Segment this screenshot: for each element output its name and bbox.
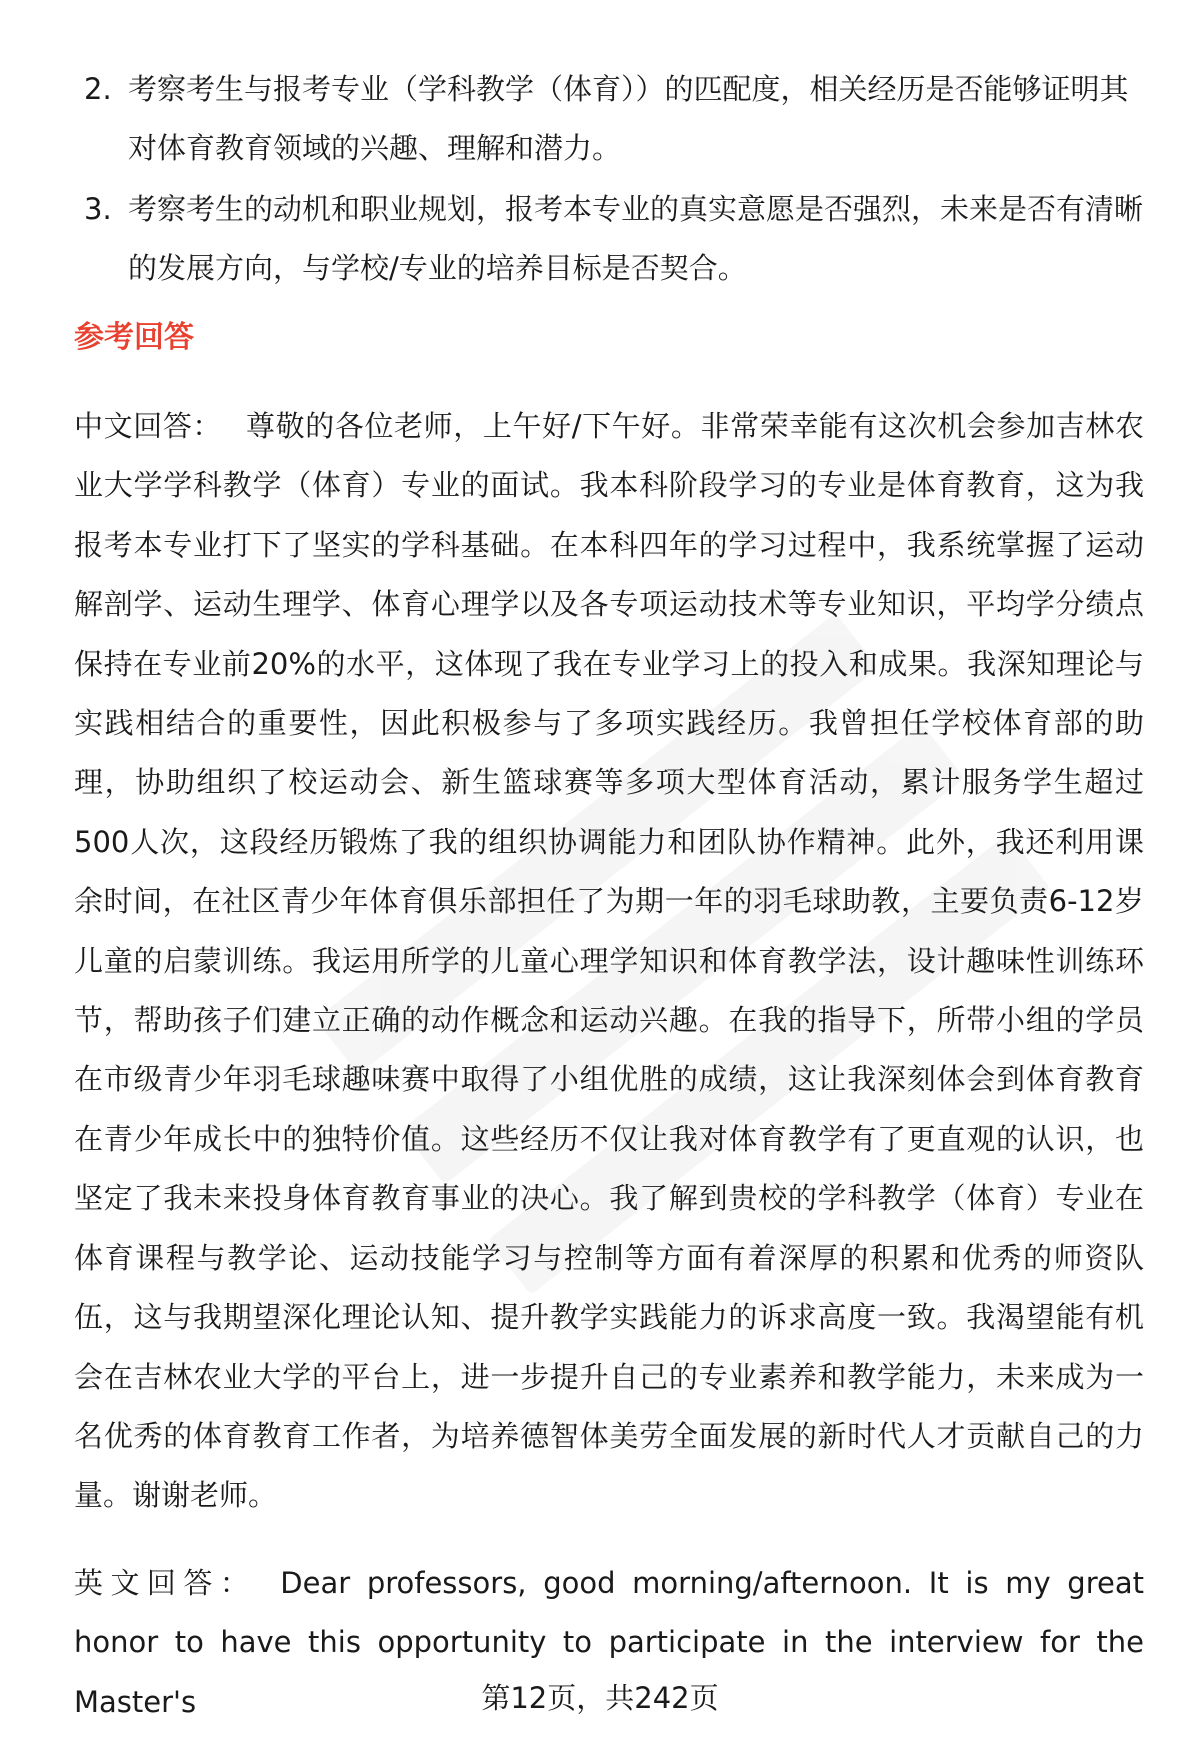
criteria-number: 3. xyxy=(84,192,112,226)
chinese-answer xyxy=(74,397,1144,1526)
chinese-answer-label: 中文回答： xyxy=(74,409,223,443)
page-footer: 第12页，共242页 xyxy=(481,1681,719,1715)
criteria-text: 考察考生与报考专业（学科教学（体育））的匹配度，相关经历是否能够证明其对体育教育领域的兴趣、理解和潜力。 xyxy=(128,72,1129,165)
reference-answer-heading: 参考回答 xyxy=(74,320,194,355)
criteria-number: 2. xyxy=(84,72,112,106)
criteria-item-2 xyxy=(74,60,1144,178)
english-answer-text: Dear professors, good morning/afternoon. It is my great honor to have this opportunity to participate in the interview for the Master's xyxy=(74,1566,1144,1719)
criteria-item-3 xyxy=(74,180,1144,298)
chinese-answer-text: 尊敬的各位老师，上午好/下午好。非常荣幸能有这次机会参加吉林农业大学学科教学（体育）专业的面试。我本科阶段学习的专业是体育教育，这为我报考本专业打下了坚实的学科基础。在本科四年的学习过程中，我系统掌握了运动解剖学、运动生理学、体育心理学以及各专项运动技术等专业知识，平均学分绩点保持在专业前20%的水平，这体现了我在专业学习上的投入和成果。我深知理论与实践相结合的重要性，因此积极参与了多项实践经历。我曾担任学校体育部的助理，协助组织了校运动会、新生篮球赛等多项大型体育活动，累计服务学生超过500人次，这段经历锻炼了我的组织协调能力和团队协作精神。此外，我还利用课余时间，在社区青少年体育俱乐部担任了为期一年的羽毛球助教，主要负责6-12岁儿童的启蒙训练。我运用所学的儿童心理学知识和体育教学法，设计趣味性训练环节，帮助孩子们建立正确的动作概念和运动兴趣。在我的指导下，所带小组的学员在市级青少年羽毛球趣味赛中取得了小组优胜的成绩，这让我深刻体会到体育教育在青少年成长中的独特价值。这些经历不仅让我对体育教学有了更直观的认识，也坚定了我未来投身体育教育事业的决心。我了解到贵校的学科教学（体育）专业在体育课程与教学论、运动技能学习与控制等方面有着深厚的积累和优秀的师资队伍，这与我期望深化理论认知、提升教学实践能力的诉求高度一致。我渴望能有机会在吉林农业大学的平台上，进一步提升自己的专业素养和教学能力，未来成为一名优秀的体育教育工作者，为培养德智体美劳全面发展的新时代人才贡献自己的力量。谢谢老师。 xyxy=(74,409,1144,1513)
english-answer-label: 英文回答： xyxy=(74,1566,257,1600)
criteria-list xyxy=(74,60,1144,300)
criteria-text: 考察考生的动机和职业规划，报考本专业的真实意愿是否强烈，未来是否有清晰的发展方向，与学校/专业的培养目标是否契合。 xyxy=(128,192,1144,285)
